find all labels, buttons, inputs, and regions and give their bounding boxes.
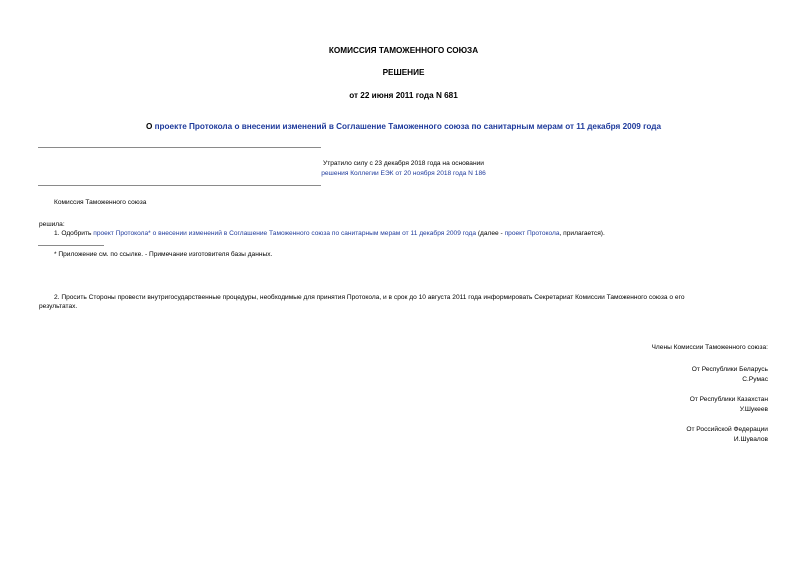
signatures-heading: Члены Комиссии Таможенного союза: (651, 344, 768, 351)
signer-country: От Республики Казахстан (689, 396, 768, 403)
footnote-text: * Приложение см. по ссылке. - Примечание изготовителя базы данных. (54, 251, 273, 258)
divider-bottom (38, 185, 321, 186)
item-1-prefix: 1. Одобрить (54, 230, 94, 237)
title-link[interactable]: проекте Протокола о внесении изменений в Соглашение Таможенного союза по санитарным мерам от 11 декабря 2009 года (154, 122, 662, 131)
signer-name: У.Шукеев (739, 406, 768, 413)
status-link[interactable]: решения Коллегии ЕЭК от 20 ноября 2018 года N 186 (321, 170, 486, 177)
title-prefix: О (145, 122, 155, 131)
document-title (0, 122, 807, 131)
item-2-line1: 2. Просить Стороны провести внутригосударственные процедуры, необходимые для принятия Протокола, и в срок до 10 августа 2011 года информировать Секретариат Комиссии Таможенного союза о его (54, 294, 685, 301)
item-2-line2: результатах. (39, 303, 78, 310)
signer-name: И.Шувалов (733, 436, 768, 443)
decided-text: решила: (39, 221, 65, 228)
status-text: Утратило силу с 23 декабря 2018 года на основании (323, 160, 484, 167)
document-date-number: от 22 июня 2011 года N 681 (349, 91, 458, 100)
divider-top (38, 147, 321, 148)
footnote-divider (38, 245, 104, 246)
issuer-text: Комиссия Таможенного союза (54, 199, 147, 206)
signer-country: От Российской Федерации (686, 426, 768, 433)
organization-heading: КОМИССИЯ ТАМОЖЕННОГО СОЮЗА (328, 46, 479, 55)
item-1-suffix: , прилагается). (559, 230, 605, 237)
item-1-link2[interactable]: проект Протокола (504, 230, 560, 237)
item-1-mid: (далее - (476, 230, 505, 237)
item-1 (54, 230, 605, 237)
item-1-link[interactable]: проект Протокола* о внесении изменений в Соглашение Таможенного союза по санитарным мерам от 11 декабря 2009 года (93, 230, 476, 237)
signer-country: От Республики Беларусь (691, 366, 768, 373)
signer-name: С.Румас (742, 376, 768, 383)
document-type: РЕШЕНИЕ (382, 68, 425, 77)
